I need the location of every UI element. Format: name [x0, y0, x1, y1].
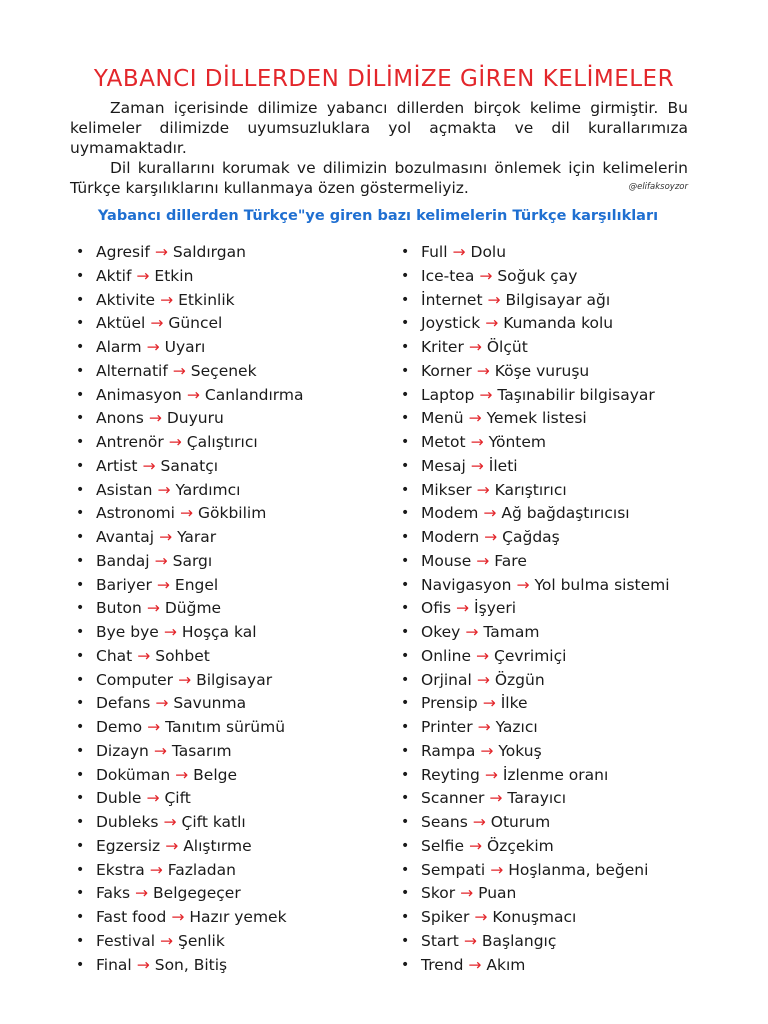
list-item — [76, 645, 304, 669]
arrow-icon: → — [146, 338, 160, 356]
list-item — [76, 835, 304, 859]
foreign-word: İnternet — [421, 290, 483, 309]
turkish-word: Bilgisayar ağı — [505, 290, 611, 309]
list-item — [76, 550, 304, 574]
turkish-word: Sohbet — [155, 646, 210, 665]
arrow-icon: → — [178, 670, 192, 689]
arrow-icon: → — [179, 504, 193, 523]
turkish-word: Güncel — [168, 314, 223, 333]
foreign-word: Trend — [421, 955, 464, 974]
turkish-word: Hazır yemek — [189, 908, 287, 926]
turkish-word: Duyuru — [166, 409, 224, 428]
list-item — [401, 692, 670, 716]
list-item — [401, 669, 670, 693]
foreign-word: Anons — [96, 409, 144, 428]
turkish-word: Belgegeçer — [153, 884, 241, 903]
arrow-icon: → — [136, 955, 150, 974]
foreign-word: Online — [421, 646, 471, 665]
foreign-word: Aktif — [96, 266, 132, 285]
arrow-icon: → — [472, 813, 486, 831]
foreign-word: Bariyer — [96, 575, 152, 594]
list-item — [401, 954, 670, 978]
list-item — [76, 692, 304, 716]
arrow-icon: → — [476, 361, 490, 380]
arrow-icon: → — [474, 908, 488, 926]
foreign-word: Joystick — [421, 314, 481, 333]
arrow-icon: → — [146, 599, 160, 618]
foreign-word: Bye bye — [96, 623, 159, 641]
arrow-icon: → — [490, 860, 504, 879]
list-item — [401, 550, 670, 574]
list-item — [76, 859, 304, 883]
foreign-word: Buton — [96, 599, 142, 618]
foreign-word: Orjinal — [421, 670, 472, 689]
turkish-word: Tarayıcı — [507, 789, 567, 808]
turkish-word: Tanıtım sürümü — [165, 718, 286, 736]
foreign-word: Ekstra — [96, 860, 145, 879]
turkish-word: Fare — [494, 551, 527, 570]
turkish-word: İzlenme oranı — [502, 765, 609, 784]
arrow-icon: → — [487, 290, 501, 309]
foreign-word: Scanner — [421, 789, 485, 808]
foreign-word: Laptop — [421, 385, 475, 404]
foreign-word: Animasyon — [96, 385, 182, 404]
list-item — [401, 574, 670, 598]
foreign-word: Korner — [421, 361, 472, 380]
arrow-icon: → — [489, 789, 503, 808]
arrow-icon: → — [137, 646, 151, 665]
foreign-word: Avantaj — [96, 528, 155, 546]
list-item — [76, 930, 304, 954]
foreign-word: Modern — [421, 528, 480, 546]
arrow-icon: → — [476, 480, 490, 499]
arrow-icon: → — [460, 884, 474, 903]
list-item — [76, 716, 304, 740]
foreign-word: Asistan — [96, 480, 153, 499]
list-item — [76, 574, 304, 598]
turkish-word: Taşınabilir bilgisayar — [497, 385, 655, 404]
turkish-word: Dolu — [470, 243, 507, 261]
turkish-word: Başlangıç — [481, 931, 557, 950]
foreign-word: Defans — [96, 694, 151, 713]
arrow-icon: → — [165, 836, 179, 855]
list-item — [401, 289, 670, 313]
arrow-icon: → — [468, 338, 482, 356]
arrow-icon: → — [468, 955, 482, 974]
turkish-word: Saldırgan — [172, 243, 246, 261]
turkish-word: Yarar — [177, 528, 217, 546]
turkish-word: Belge — [193, 765, 238, 784]
arrow-icon: → — [470, 433, 484, 451]
foreign-word: Full — [421, 243, 448, 261]
list-item — [401, 787, 670, 811]
turkish-word: Etkinlik — [178, 290, 235, 309]
foreign-word: Faks — [96, 884, 131, 903]
turkish-word: Çift katlı — [181, 813, 246, 831]
arrow-icon: → — [146, 789, 160, 808]
turkish-word: Çalıştırıcı — [186, 433, 258, 451]
turkish-word: Karıştırıcı — [494, 480, 567, 499]
turkish-word: Çift — [164, 789, 191, 808]
list-item — [76, 621, 304, 645]
turkish-word: Tamam — [483, 623, 540, 641]
foreign-word: Selfie — [421, 836, 464, 855]
list-item — [76, 336, 304, 360]
arrow-icon: → — [142, 456, 156, 475]
arrow-icon: → — [465, 623, 479, 641]
turkish-word: Akım — [486, 955, 526, 974]
arrow-icon: → — [171, 908, 185, 926]
foreign-word: Ofis — [421, 599, 452, 618]
intro-paragraph-2: Dil kurallarını korumak ve dilimizin bozulmasını önlemek için kelimelerin Türkçe karşılıklarını kullanmaya özen göstermeliyiz. — [70, 159, 688, 197]
arrow-icon: → — [175, 765, 189, 784]
list-item — [401, 431, 670, 455]
arrow-icon: → — [452, 243, 466, 261]
foreign-word: Start — [421, 931, 459, 950]
turkish-word: Sargı — [172, 551, 213, 570]
foreign-word: Reyting — [421, 765, 480, 784]
foreign-word: Menü — [421, 409, 464, 428]
foreign-word: Doküman — [96, 765, 171, 784]
foreign-word: Alarm — [96, 338, 142, 356]
word-list-left — [76, 241, 304, 977]
foreign-word: Festival — [96, 931, 156, 950]
turkish-word: Son, Bitiş — [154, 955, 228, 974]
foreign-word: Mouse — [421, 551, 472, 570]
arrow-icon: → — [160, 290, 174, 309]
foreign-word: Aktivite — [96, 290, 156, 309]
arrow-icon: → — [149, 860, 163, 879]
turkish-word: Gökbilim — [197, 504, 267, 523]
page-title: YABANCI DİLLERDEN DİLİMİZE GİREN KELİMELER — [93, 66, 675, 92]
foreign-word: Ice-tea — [421, 266, 475, 285]
turkish-word: Yazıcı — [495, 718, 538, 736]
foreign-word: Astronomi — [96, 504, 175, 523]
list-item — [401, 384, 670, 408]
foreign-word: Dizayn — [96, 741, 149, 760]
arrow-icon: → — [476, 551, 490, 570]
arrow-icon: → — [150, 314, 164, 333]
turkish-word: Hoşlanma, beğeni — [508, 860, 649, 879]
list-item — [76, 954, 304, 978]
list-item — [401, 882, 670, 906]
arrow-icon: → — [136, 266, 150, 285]
arrow-icon: → — [456, 599, 470, 618]
foreign-word: Sempati — [421, 860, 486, 879]
list-item — [401, 906, 670, 930]
turkish-word: Özçekim — [486, 836, 554, 855]
foreign-word: Mesaj — [421, 456, 466, 475]
turkish-word: Yöntem — [488, 433, 546, 451]
turkish-word: Soğuk çay — [497, 266, 578, 285]
arrow-icon: → — [483, 504, 497, 523]
arrow-icon: → — [154, 243, 168, 261]
arrow-icon: → — [468, 409, 482, 428]
arrow-icon: → — [172, 361, 186, 380]
turkish-word: Savunma — [173, 694, 247, 713]
list-item — [76, 289, 304, 313]
turkish-word: Düğme — [164, 599, 222, 618]
word-list-right — [401, 241, 670, 977]
list-item — [76, 431, 304, 455]
arrow-icon: → — [479, 266, 493, 285]
list-item — [401, 811, 670, 835]
list-item — [401, 835, 670, 859]
turkish-word: Fazladan — [167, 860, 236, 879]
arrow-icon: → — [159, 528, 173, 546]
turkish-word: Engel — [174, 575, 219, 594]
foreign-word: Demo — [96, 718, 143, 736]
intro-text — [70, 98, 688, 198]
foreign-word: Bandaj — [96, 551, 150, 570]
list-item — [401, 740, 670, 764]
turkish-word: Canlandırma — [204, 385, 304, 404]
arrow-icon: → — [147, 718, 161, 736]
list-item — [401, 526, 670, 550]
foreign-word: Metot — [421, 433, 466, 451]
foreign-word: Modem — [421, 504, 479, 523]
list-item — [401, 764, 670, 788]
turkish-word: Puan — [478, 884, 517, 903]
foreign-word: Rampa — [421, 741, 476, 760]
list-item — [76, 669, 304, 693]
arrow-icon: → — [476, 646, 489, 665]
arrow-icon: → — [154, 551, 168, 570]
author-credit: @elifaksoyzor — [628, 182, 688, 192]
list-subtitle: Yabancı dillerden Türkçe"ye giren bazı kelimelerin Türkçe karşılıkları — [97, 208, 659, 224]
turkish-word: Kumanda kolu — [503, 314, 614, 333]
arrow-icon: → — [477, 718, 491, 736]
foreign-word: Mikser — [421, 480, 472, 499]
arrow-icon: → — [155, 694, 169, 713]
arrow-icon: → — [156, 575, 170, 594]
arrow-icon: → — [476, 670, 490, 689]
foreign-word: Printer — [421, 718, 473, 736]
arrow-icon: → — [186, 385, 200, 404]
list-item — [76, 597, 304, 621]
arrow-icon: → — [160, 931, 174, 950]
list-item — [76, 312, 304, 336]
turkish-word: İşyeri — [474, 599, 517, 618]
intro-paragraph-1: Zaman içerisinde dilimize yabancı dillerden birçok kelime girmiştir. Bu kelimeler dilimizde uyumsuzluklara yol açmakta ve dil kurallarımıza uymamaktadır. — [70, 99, 688, 157]
list-item — [76, 360, 304, 384]
list-item — [401, 455, 670, 479]
turkish-word: Konuşmacı — [492, 908, 577, 926]
turkish-word: Özgün — [494, 670, 545, 689]
arrow-icon: → — [480, 741, 494, 760]
turkish-word: Köşe vuruşu — [494, 361, 590, 380]
turkish-word: Oturum — [490, 813, 551, 831]
list-item — [401, 859, 670, 883]
list-item — [401, 930, 670, 954]
foreign-word: Seans — [421, 813, 468, 831]
arrow-icon: → — [484, 528, 498, 546]
turkish-word: Ölçüt — [486, 338, 528, 356]
list-item — [401, 360, 670, 384]
arrow-icon: → — [163, 813, 177, 831]
list-item — [76, 764, 304, 788]
list-item — [76, 906, 304, 930]
turkish-word: Sanatçı — [160, 456, 219, 475]
foreign-word: Okey — [421, 623, 461, 641]
foreign-word: Spiker — [421, 908, 470, 926]
arrow-icon: → — [470, 456, 484, 475]
foreign-word: Egzersiz — [96, 836, 161, 855]
turkish-word: Etkin — [154, 266, 194, 285]
arrow-icon: → — [168, 433, 182, 451]
list-item — [401, 645, 670, 669]
list-item — [76, 502, 304, 526]
list-item — [76, 265, 304, 289]
foreign-word: Agresif — [96, 243, 150, 261]
foreign-word: Duble — [96, 789, 142, 808]
turkish-word: Seçenek — [190, 361, 257, 380]
list-item — [401, 479, 670, 503]
list-item — [401, 407, 670, 431]
list-item — [76, 384, 304, 408]
turkish-word: Yol bulma sistemi — [534, 575, 670, 594]
list-item — [401, 597, 670, 621]
list-item — [401, 621, 670, 645]
turkish-word: Yokuş — [498, 741, 542, 760]
list-item — [401, 265, 670, 289]
arrow-icon: → — [157, 480, 171, 499]
arrow-icon: → — [468, 836, 482, 855]
turkish-word: Çevrimiçi — [494, 646, 567, 665]
foreign-word: Kriter — [421, 338, 464, 356]
arrow-icon: → — [153, 741, 167, 760]
turkish-word: İlke — [500, 694, 528, 713]
turkish-word: Şenlik — [178, 931, 225, 950]
list-item — [76, 787, 304, 811]
list-item — [76, 479, 304, 503]
list-item — [76, 882, 304, 906]
turkish-word: Ağ bağdaştırıcısı — [501, 504, 630, 523]
foreign-word: Aktüel — [96, 314, 146, 333]
arrow-icon: → — [163, 623, 177, 641]
foreign-word: Computer — [96, 670, 174, 689]
turkish-word: İleti — [488, 456, 518, 475]
list-item — [76, 740, 304, 764]
foreign-word: Prensip — [421, 694, 478, 713]
foreign-word: Chat — [96, 646, 133, 665]
turkish-word: Bilgisayar — [196, 670, 273, 689]
turkish-word: Yemek listesi — [486, 409, 587, 428]
list-item — [401, 312, 670, 336]
arrow-icon: → — [479, 385, 493, 404]
foreign-word: Alternatif — [96, 361, 168, 380]
foreign-word: Fast food — [96, 908, 167, 926]
arrow-icon: → — [148, 409, 162, 428]
arrow-icon: → — [516, 575, 530, 594]
list-item — [401, 336, 670, 360]
list-item — [401, 716, 670, 740]
list-item — [76, 526, 304, 550]
arrow-icon: → — [135, 884, 149, 903]
list-item — [76, 811, 304, 835]
foreign-word: Antrenör — [96, 433, 164, 451]
list-item — [401, 241, 670, 265]
arrow-icon: → — [484, 765, 498, 784]
list-item — [76, 407, 304, 431]
arrow-icon: → — [463, 931, 477, 950]
turkish-word: Tasarım — [171, 741, 232, 760]
turkish-word: Alıştırme — [183, 836, 252, 855]
arrow-icon: → — [485, 314, 499, 333]
turkish-word: Uyarı — [164, 338, 206, 356]
list-item — [76, 241, 304, 265]
foreign-word: Dubleks — [96, 813, 159, 831]
turkish-word: Yardımcı — [175, 480, 241, 499]
foreign-word: Navigasyon — [421, 575, 512, 594]
turkish-word: Çağdaş — [502, 528, 560, 546]
foreign-word: Artist — [96, 456, 138, 475]
turkish-word: Hoşça kal — [181, 623, 257, 641]
foreign-word: Skor — [421, 884, 456, 903]
list-item — [76, 455, 304, 479]
list-item — [401, 502, 670, 526]
arrow-icon: → — [482, 694, 496, 713]
foreign-word: Final — [96, 955, 132, 974]
